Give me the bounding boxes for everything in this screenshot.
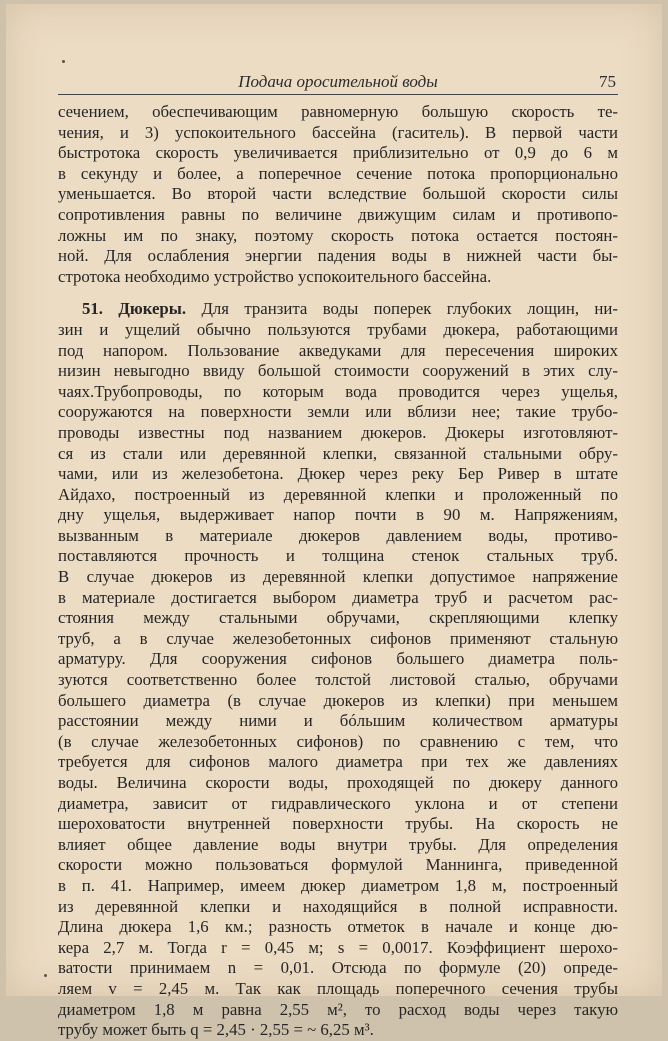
text-line: требуется для сифонов малого диаметра при тех же давлениях xyxy=(58,752,618,772)
text-line: сооружаются на поверхности земли или вблизи нее; такие трубо- xyxy=(58,402,618,422)
text-line: расстоянии между ними и бóльшим количеством арматуры xyxy=(58,711,618,731)
text-line: скорости можно пользоваться формулой Маннинга, приведенной xyxy=(58,855,618,875)
text-line: сопротивления равны по величине движущим силам и противопо- xyxy=(58,204,618,224)
text-line: вызванным в материале дюкеров давлением воды, противо- xyxy=(58,525,618,545)
text-line: кера 2,7 м. Тогда r = 0,45 м; s = 0,0017. Коэффициент шерохо- xyxy=(58,937,618,957)
text-line: труб, а в случае железобетонных сифонов применяют стальную xyxy=(58,628,618,648)
text-line: ляем v = 2,45 м. Так как площадь поперечного сечения трубы xyxy=(58,978,618,998)
text-line: чами, или из железобетона. Дюкер через реку Бер Ривер в штате xyxy=(58,464,618,484)
text-line: диаметра, зависит от гидравлического уклона и от степени xyxy=(58,793,618,813)
text-line: влияет общее давление воды внутри трубы. Для определения xyxy=(58,834,618,854)
text-line: диаметром 1,8 м равна 2,55 м², то расход воды через такую xyxy=(58,999,618,1019)
text-line: под напором. Пользование акведуками для пересечения широких xyxy=(58,340,618,360)
speck xyxy=(44,974,47,977)
page-body xyxy=(58,102,618,1041)
text-line: зин и ущелий обычно пользуются трубами дюкера, работающими xyxy=(58,319,618,339)
text-line: поставляются прочность и толщина стенок стальных труб. xyxy=(58,546,618,566)
book-page xyxy=(6,4,662,1040)
text-line: Айдахо, построенный из деревянной клепки и проложенный по xyxy=(58,484,618,504)
text-line: из деревянной клепки и находящийся в полной исправности. xyxy=(58,896,618,916)
text-line: в п. 41. Например, имеем дюкер диаметром 1,8 м, построенный xyxy=(58,875,618,895)
text-line-rest: Для транзита воды поперек глубоких лощин, ни- xyxy=(201,299,618,319)
text-line: быстротока скорость увеличивается приблизительно от 0,9 до 6 м xyxy=(58,143,618,163)
text-line: стояния между стальными обручами, скрепляющими клепку xyxy=(58,608,618,628)
text-line: шероховатости внутренней поверхности трубы. На скорость не xyxy=(58,814,618,834)
text-line: воды. Величина скорости воды, проходящей по дюкеру данного xyxy=(58,773,618,792)
text-line: большего диаметра (в случае дюкеров из клепки) при меньшем xyxy=(58,690,618,710)
text-line: (в случае железобетонных сифонов) по сравнению с тем, что xyxy=(58,731,618,751)
text-line: дну ущелья, выдерживает напор почти в 90 м. Напряжениям, xyxy=(58,505,618,525)
running-title: Подача оросительной воды xyxy=(238,72,438,91)
text-line: в секунду и более, а поперечное сечение потока пропорционально xyxy=(58,163,618,183)
text-line: арматуру. Для сооружения сифонов большего диаметра поль- xyxy=(58,649,618,669)
text-line: проводы известны под названием дюкеров. Дюкеры изготовляют- xyxy=(58,422,618,442)
text-line: ложны им по знаку, поэтому скорость потока остается постоян- xyxy=(58,225,618,245)
text-line: уменьшается. Во второй части вследствие большой скорости силы xyxy=(58,184,618,204)
text-line: чаях.Трубопроводы, по которым вода проводится через ущелья, xyxy=(58,381,618,401)
text-line: ной. Для ослабления энергии падения воды в нижней части бы- xyxy=(58,246,618,266)
page-header xyxy=(58,70,618,95)
text-line: чения, и 3) успокоительного бассейна (гаситель). В первой части xyxy=(58,122,618,142)
page-number: 75 xyxy=(599,72,616,91)
text-line: трубу может быть q = 2,45 · 2,55 = ~ 6,25 м³. xyxy=(58,1020,374,1040)
text-line: в материале достигается выбором диаметра труб и расчетом рас- xyxy=(58,587,618,607)
speck xyxy=(62,60,65,63)
text-line: стротока необходимо устройство успокоительного бассейна. xyxy=(58,266,492,286)
text-line: ся из стали или деревянной клепки, связанной стальными обру- xyxy=(58,443,618,463)
text-line: В случае дюкеров из деревянной клепки допустимое напряжение xyxy=(58,567,618,587)
text-line: низин невыгодно ввиду большой стоимости сооружений в этих слу- xyxy=(58,361,618,381)
text-line: Длина дюкера 1,6 км.; разность отметок в начале и конце дю- xyxy=(58,917,618,937)
paragraph-section-51 xyxy=(58,299,618,1040)
text-line: сечением, обеспечивающим равномерную большую скорость те- xyxy=(58,102,618,121)
text-line: ватости принимаем n = 0,01. Отсюда по формуле (20) опреде- xyxy=(58,958,618,978)
text-line: зуются соответственно более толстой листовой сталью, обручами xyxy=(58,670,618,690)
section-heading: 51. Дюкеры. xyxy=(82,299,187,319)
paragraph-rapids-continued xyxy=(58,102,618,287)
text-line xyxy=(58,299,618,320)
